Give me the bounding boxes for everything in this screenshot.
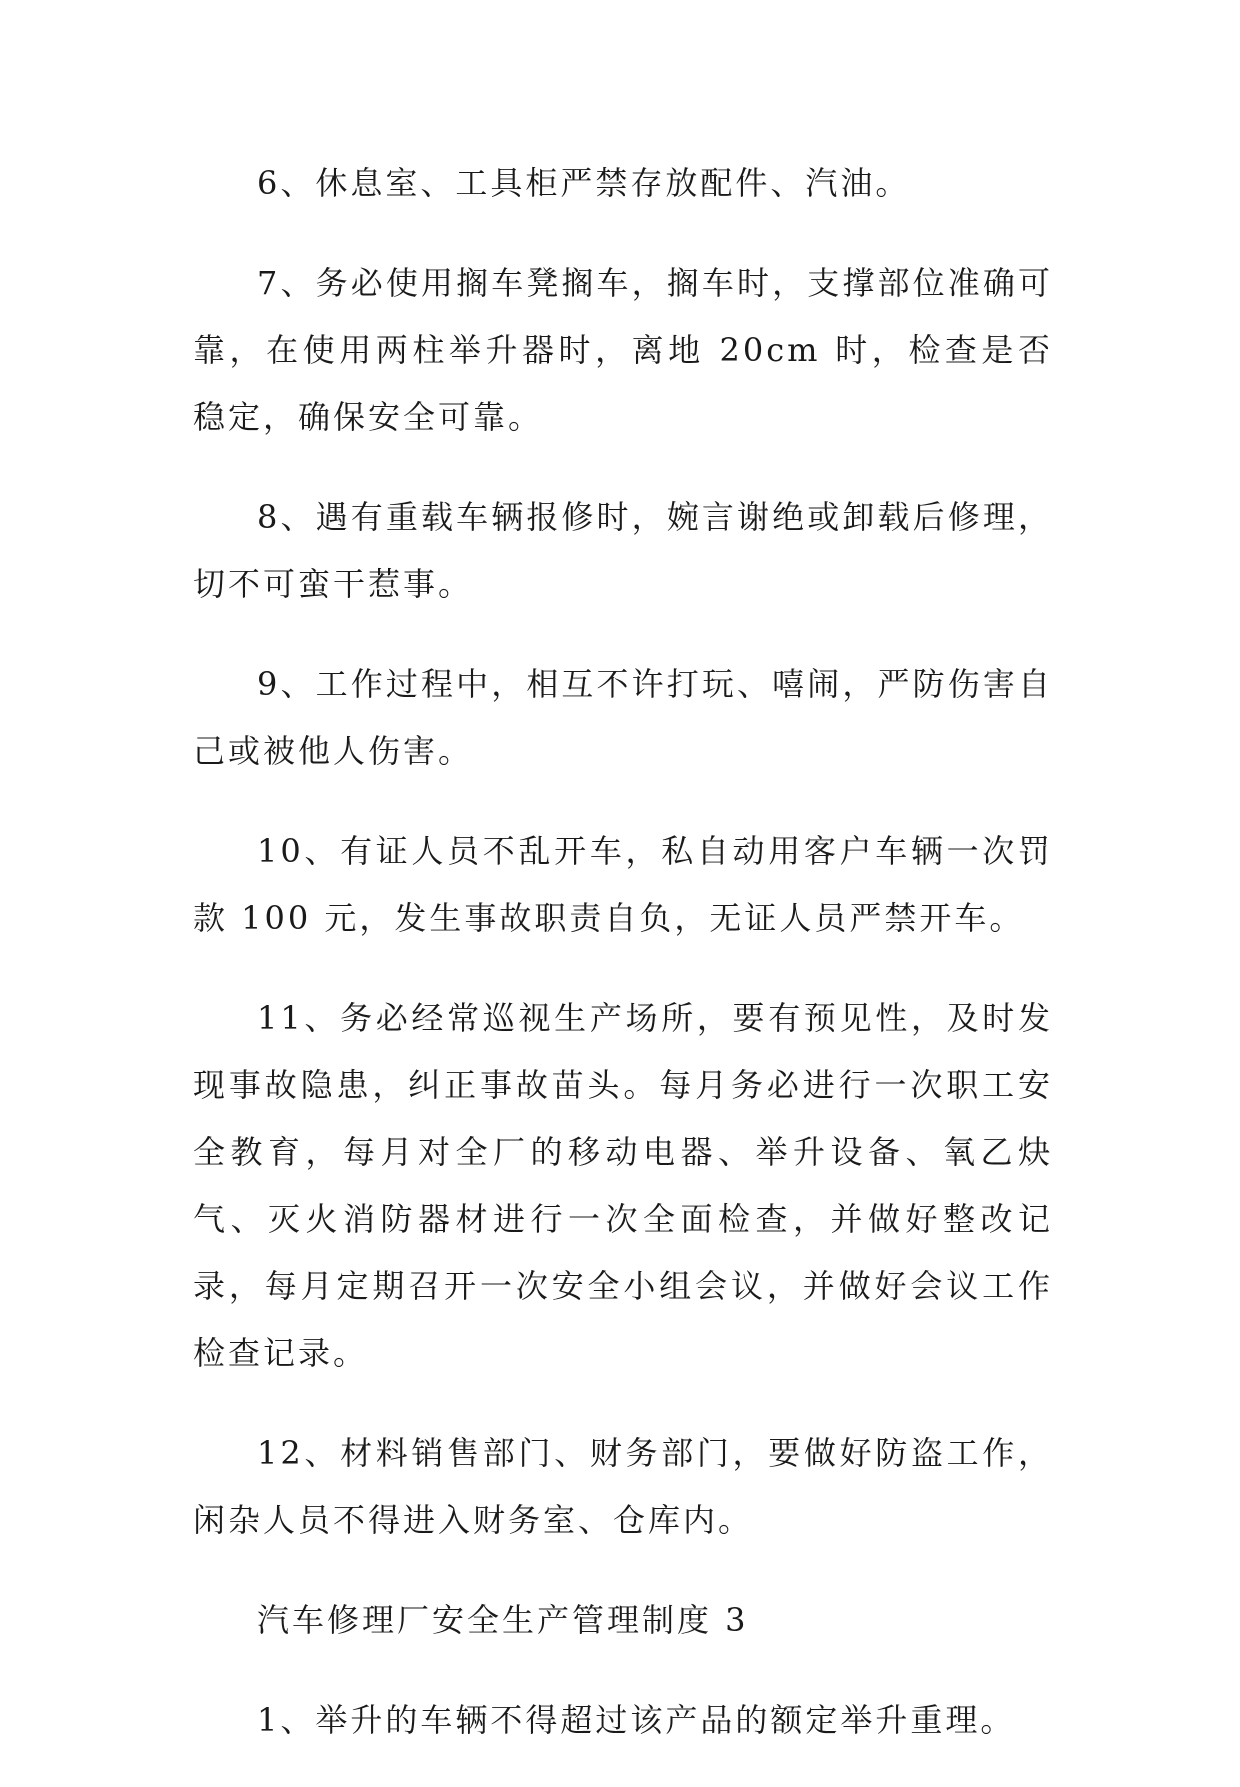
section-heading: 汽车修理厂安全生产管理制度 3 [257, 1601, 749, 1639]
rule-item-7: 7、务必使用搁车凳搁车，搁车时，支撑部位准确可靠，在使用两柱举升器时，离地 20cm 时，检查是否稳定，确保安全可靠。 [193, 264, 1053, 436]
rule-item-12: 12、材料销售部门、财务部门，要做好防盗工作，闲杂人员不得进入财务室、仓库内。 [193, 1434, 1053, 1539]
rule-item-6: 6、休息室、工具柜严禁存放配件、汽油。 [257, 164, 911, 202]
rule-item-9: 9、工作过程中，相互不许打玩、嘻闹，严防伤害自己或被他人伤害。 [193, 665, 1053, 770]
rule-item-11: 11、务必经常巡视生产场所，要有预见性，及时发现事故隐患，纠正事故苗头。每月务必进行一次职工安全教育，每月对全厂的移动电器、举升设备、氧乙炔气、灭火消防器材进行一次全面检查，并做好整改记录，每月定期召开一次安全小组会议，并做好会议工作检查记录。 [193, 999, 1053, 1372]
rule-item-10: 10、有证人员不乱开车，私自动用客户车辆一次罚款 100 元，发生事故职责自负，无证人员严禁开车。 [193, 832, 1053, 937]
rule-item-1: 1、举升的车辆不得超过该产品的额定举升重理。 [257, 1701, 1016, 1739]
document-body [193, 150, 1053, 1787]
rule-item-8: 8、遇有重载车辆报修时，婉言谢绝或卸载后修理，切不可蛮干惹事。 [193, 498, 1053, 603]
